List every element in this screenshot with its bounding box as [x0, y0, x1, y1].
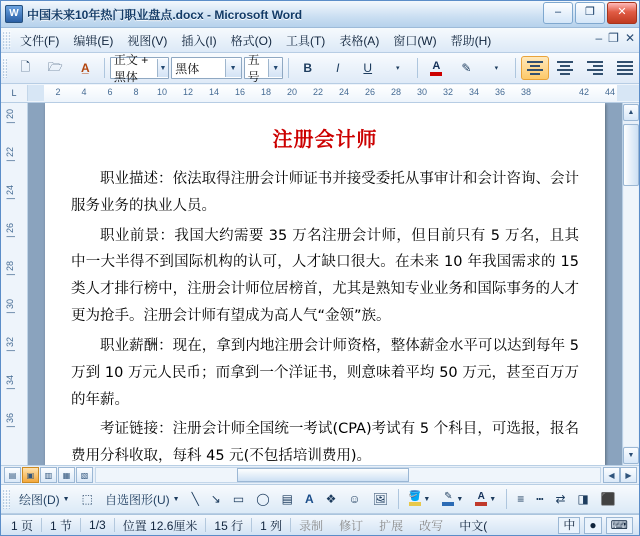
paragraph-description: 职业描述：依法取得注册会计师证书并接受委托从事审计和会计咨询、会计服务业务的执业人员。 [71, 171, 579, 214]
menu-help[interactable]: 帮助(H) [450, 33, 492, 48]
ruler-tick: 44 [604, 87, 616, 97]
line-color-icon[interactable]: ✎ ▼ [437, 488, 468, 510]
title-bar [1, 1, 639, 28]
scroll-down-icon[interactable]: ▼ [623, 447, 639, 464]
status-track-changes[interactable]: 修订 [339, 518, 364, 533]
horizontal-scroll-track[interactable] [95, 467, 601, 483]
document-canvas[interactable] [28, 103, 622, 465]
line-style-icon[interactable]: ≡ [517, 492, 525, 506]
close-button[interactable]: ✕ [607, 2, 637, 24]
vertical-scroll-track[interactable] [624, 186, 638, 446]
font-color-swatch [475, 502, 487, 506]
formatting-toolbar [1, 53, 639, 84]
ruler-tick: 20 [286, 87, 298, 97]
close-doc-icon[interactable]: ✕ [624, 31, 635, 45]
menu-file[interactable]: 文件(F) [20, 33, 60, 48]
ruler-tick: 36 [494, 87, 506, 97]
new-document-icon[interactable]: 🗋 [20, 59, 31, 74]
outline-view-icon[interactable]: ▦ [58, 467, 75, 483]
horizontal-scroll-thumb[interactable] [237, 468, 409, 482]
underline-button[interactable]: U [363, 61, 373, 75]
vertical-scrollbar[interactable] [622, 103, 639, 465]
status-extend[interactable]: 扩展 [379, 518, 404, 533]
toolbar-separator [104, 58, 105, 78]
status-line: 15 行 [214, 518, 244, 533]
font-size-value: 五号 [247, 53, 260, 84]
arrow-icon[interactable]: ↘ [210, 492, 221, 506]
view-buttons [1, 467, 93, 483]
normal-view-icon[interactable]: ▤ [4, 467, 21, 483]
autoshapes-label: 自选图形(U) [104, 492, 170, 507]
paragraph-salary: 职业薪酬：现在，拿到内地注册会计师资格，整体薪金水平可以达到每年 5 万到 10 万元人民币；而拿到一个洋证书，则意味着平均 50 万元，甚至百万万的年薪。 [71, 337, 579, 408]
vruler-tick: | 36 [5, 413, 15, 428]
status-bar [1, 514, 639, 535]
ruler-tick: 22 [312, 87, 324, 97]
page-title: 注册会计师 [272, 127, 378, 151]
ruler-strip[interactable] [28, 85, 639, 101]
shadow-style-icon[interactable]: ◨ [577, 492, 589, 506]
font-color-letter: A [432, 59, 441, 72]
menu-format[interactable]: 格式(O) [230, 33, 272, 48]
dash-style-icon[interactable]: ┅ [536, 492, 544, 506]
menu-view[interactable]: 视图(V) [127, 33, 168, 48]
ruler-tick: 38 [520, 87, 532, 97]
menu-tools[interactable]: 工具(T) [285, 33, 326, 48]
3d-style-icon[interactable]: ⬛ [600, 492, 616, 506]
ruler-tick: 12 [182, 87, 194, 97]
chevron-down-icon[interactable]: ▼ [62, 495, 70, 503]
ruler-tick: 18 [260, 87, 272, 97]
scroll-up-icon[interactable]: ▲ [623, 104, 639, 121]
toolbar-grip-handle[interactable] [3, 58, 7, 78]
word-app-icon: W [5, 5, 23, 23]
chevron-down-icon[interactable]: ▼ [172, 495, 180, 503]
align-justify-icon[interactable] [611, 56, 639, 80]
line-color-swatch [442, 502, 454, 506]
oval-icon[interactable]: ◯ [256, 492, 270, 506]
ruler-tick: 8 [133, 87, 139, 97]
chevron-down-icon[interactable]: ▼ [157, 59, 168, 77]
paragraph-prospects: 职业前景：我国大约需要 35 万名注册会计师，但目前只有 5 万名，且其中一大半得不到国际机构的认可，人才缺口很大。在未来 10 年我国需求的 15 类人才排行榜中，注册会计师位居榜首，尤其是熟知专业业务和国际事务的人才更为抢手。注册会计师有望成为高人气“金领”族。 [71, 227, 579, 325]
paragraph-exam-link: 考证链接：注册会计师全国统一考试(CPA)考试有 5 个科目，可选报，报名费用分科收取，每科 45 元(不包括培训费用)。 [71, 421, 579, 465]
ruler-tick: 4 [81, 87, 87, 97]
vruler-tick: | 22 [5, 147, 15, 162]
ime-mode-icon[interactable]: 中 [558, 517, 580, 534]
highlight-button[interactable]: ✎ [461, 61, 472, 75]
clipart-icon[interactable]: ☺ [348, 492, 361, 506]
vruler-tick: | 26 [5, 223, 15, 238]
chevron-down-icon[interactable]: ▼ [225, 59, 241, 77]
style-combo-value: 正文 + 黑体 [113, 53, 149, 84]
format-painter-icon[interactable]: A̲ [80, 61, 90, 75]
ruler-tick: 24 [338, 87, 350, 97]
web-view-icon[interactable]: ▣ [22, 467, 39, 483]
status-page: 1 页 [11, 518, 34, 533]
menu-insert[interactable]: 插入(I) [181, 33, 217, 48]
work-area [1, 103, 639, 465]
ruler-tick: 26 [364, 87, 376, 97]
ruler-tick: 32 [442, 87, 454, 97]
chevron-down-icon[interactable]: ▼ [268, 59, 282, 77]
vruler-tick: | 28 [5, 261, 15, 276]
minimize-button[interactable]: – [543, 2, 573, 24]
window-buttons [543, 2, 637, 24]
maximize-button[interactable]: ❐ [575, 2, 605, 24]
minimize-doc-icon[interactable]: – [595, 31, 603, 45]
drawbar-separator [398, 489, 399, 509]
font-color-swatch [430, 72, 442, 76]
status-section: 1 节 [50, 518, 73, 533]
font-combo[interactable] [171, 57, 241, 79]
picture-icon[interactable]: 🖼 [372, 492, 388, 506]
ime-keyboard-icon[interactable]: ⌨ [606, 517, 633, 534]
align-center-icon[interactable] [551, 56, 579, 80]
horizontal-ruler[interactable] [1, 84, 639, 103]
bold-button[interactable]: B [303, 61, 313, 75]
window-title: 中国未来10年热门职业盘点.docx - Microsoft Word [27, 7, 303, 22]
menu-bar [1, 28, 639, 53]
ruler-tick: 6 [107, 87, 113, 97]
font-combo-value: 黑体 [175, 61, 200, 76]
ime-punctuation-icon[interactable]: ● [584, 517, 601, 534]
ruler-tick: 34 [468, 87, 480, 97]
diagram-icon[interactable]: ❖ [325, 492, 337, 506]
horizontal-scroll-bar [1, 465, 639, 485]
select-objects-icon[interactable]: ⬚ [81, 492, 93, 506]
draw-menu-label: 绘图(D) [19, 492, 60, 507]
chevron-down-icon[interactable]: ▼ [423, 495, 431, 503]
reading-view-icon[interactable]: ▧ [76, 467, 93, 483]
chevron-down-icon[interactable]: ▼ [456, 495, 464, 503]
vertical-ruler[interactable] [1, 103, 28, 465]
document-window-buttons [595, 31, 635, 45]
align-left-icon[interactable] [521, 56, 549, 80]
rectangle-icon[interactable]: ▭ [232, 492, 245, 506]
autoshapes-icon[interactable] [100, 488, 185, 510]
document-page[interactable] [45, 103, 605, 465]
ruler-tick: 16 [234, 87, 246, 97]
menu-window[interactable]: 窗口(W) [393, 33, 437, 48]
arrow-style-icon[interactable]: ⇄ [555, 492, 566, 506]
chevron-down-icon[interactable]: ▼ [489, 495, 497, 503]
fill-color-icon[interactable]: 🪣 ▼ [404, 488, 435, 510]
draw-menu-icon[interactable] [14, 488, 75, 510]
font-color-icon[interactable]: A ▼ [470, 488, 501, 510]
status-record[interactable]: 录制 [299, 518, 324, 533]
drawing-toolbar [1, 485, 639, 514]
font-size-combo[interactable] [244, 53, 284, 84]
ruler-tick: 10 [156, 87, 168, 97]
status-language[interactable]: 中文( [459, 518, 488, 533]
print-view-icon[interactable]: ▥ [40, 467, 57, 483]
vertical-scroll-thumb[interactable] [623, 124, 639, 186]
status-position: 位置 12.6厘米 [122, 518, 198, 533]
line-icon[interactable]: ╲ [191, 492, 199, 506]
ime-indicator [558, 517, 637, 534]
align-right-icon[interactable] [581, 56, 609, 80]
underline-dropdown-icon[interactable]: ▾ [395, 65, 400, 72]
vruler-tick: | 24 [5, 185, 15, 200]
menu-grip-handle[interactable] [3, 31, 11, 49]
restore-doc-icon[interactable]: ❐ [608, 31, 619, 45]
status-overtype[interactable]: 改写 [419, 518, 444, 533]
highlight-dropdown-icon[interactable]: ▾ [494, 65, 499, 72]
drawbar-separator [506, 489, 507, 509]
ruler-tick: 14 [208, 87, 220, 97]
vruler-tick: | 34 [5, 375, 15, 390]
toolbar-separator [515, 58, 516, 78]
menu-table[interactable]: 表格(A) [339, 33, 380, 48]
italic-button[interactable]: I [336, 61, 340, 75]
vruler-tick: | 30 [5, 299, 15, 314]
style-combo[interactable] [110, 53, 169, 84]
vruler-tick: | 20 [5, 109, 15, 124]
vruler-tick: | 32 [5, 337, 15, 352]
scroll-left-icon[interactable]: ◀ [603, 467, 620, 483]
menu-edit[interactable]: 编辑(E) [73, 33, 114, 48]
font-color-button[interactable] [422, 56, 450, 80]
status-page-of: 1/3 [89, 518, 106, 532]
ruler-tick: 30 [416, 87, 428, 97]
open-icon[interactable]: 🗁 [47, 59, 63, 74]
status-column: 1 列 [260, 518, 283, 533]
wordart-icon[interactable]: A [304, 492, 314, 506]
tab-stop-icon[interactable]: L [1, 85, 28, 101]
toolbar-separator [417, 58, 418, 78]
ruler-tick: 28 [390, 87, 402, 97]
textbox-icon[interactable]: ▤ [281, 492, 293, 506]
scroll-right-icon[interactable]: ▶ [620, 467, 637, 483]
toolbar-separator [288, 58, 289, 78]
fill-color-swatch [409, 502, 421, 506]
ruler-tick: 42 [578, 87, 590, 97]
ruler-tick: 2 [55, 87, 61, 97]
drawbar-grip-handle[interactable] [3, 489, 10, 509]
